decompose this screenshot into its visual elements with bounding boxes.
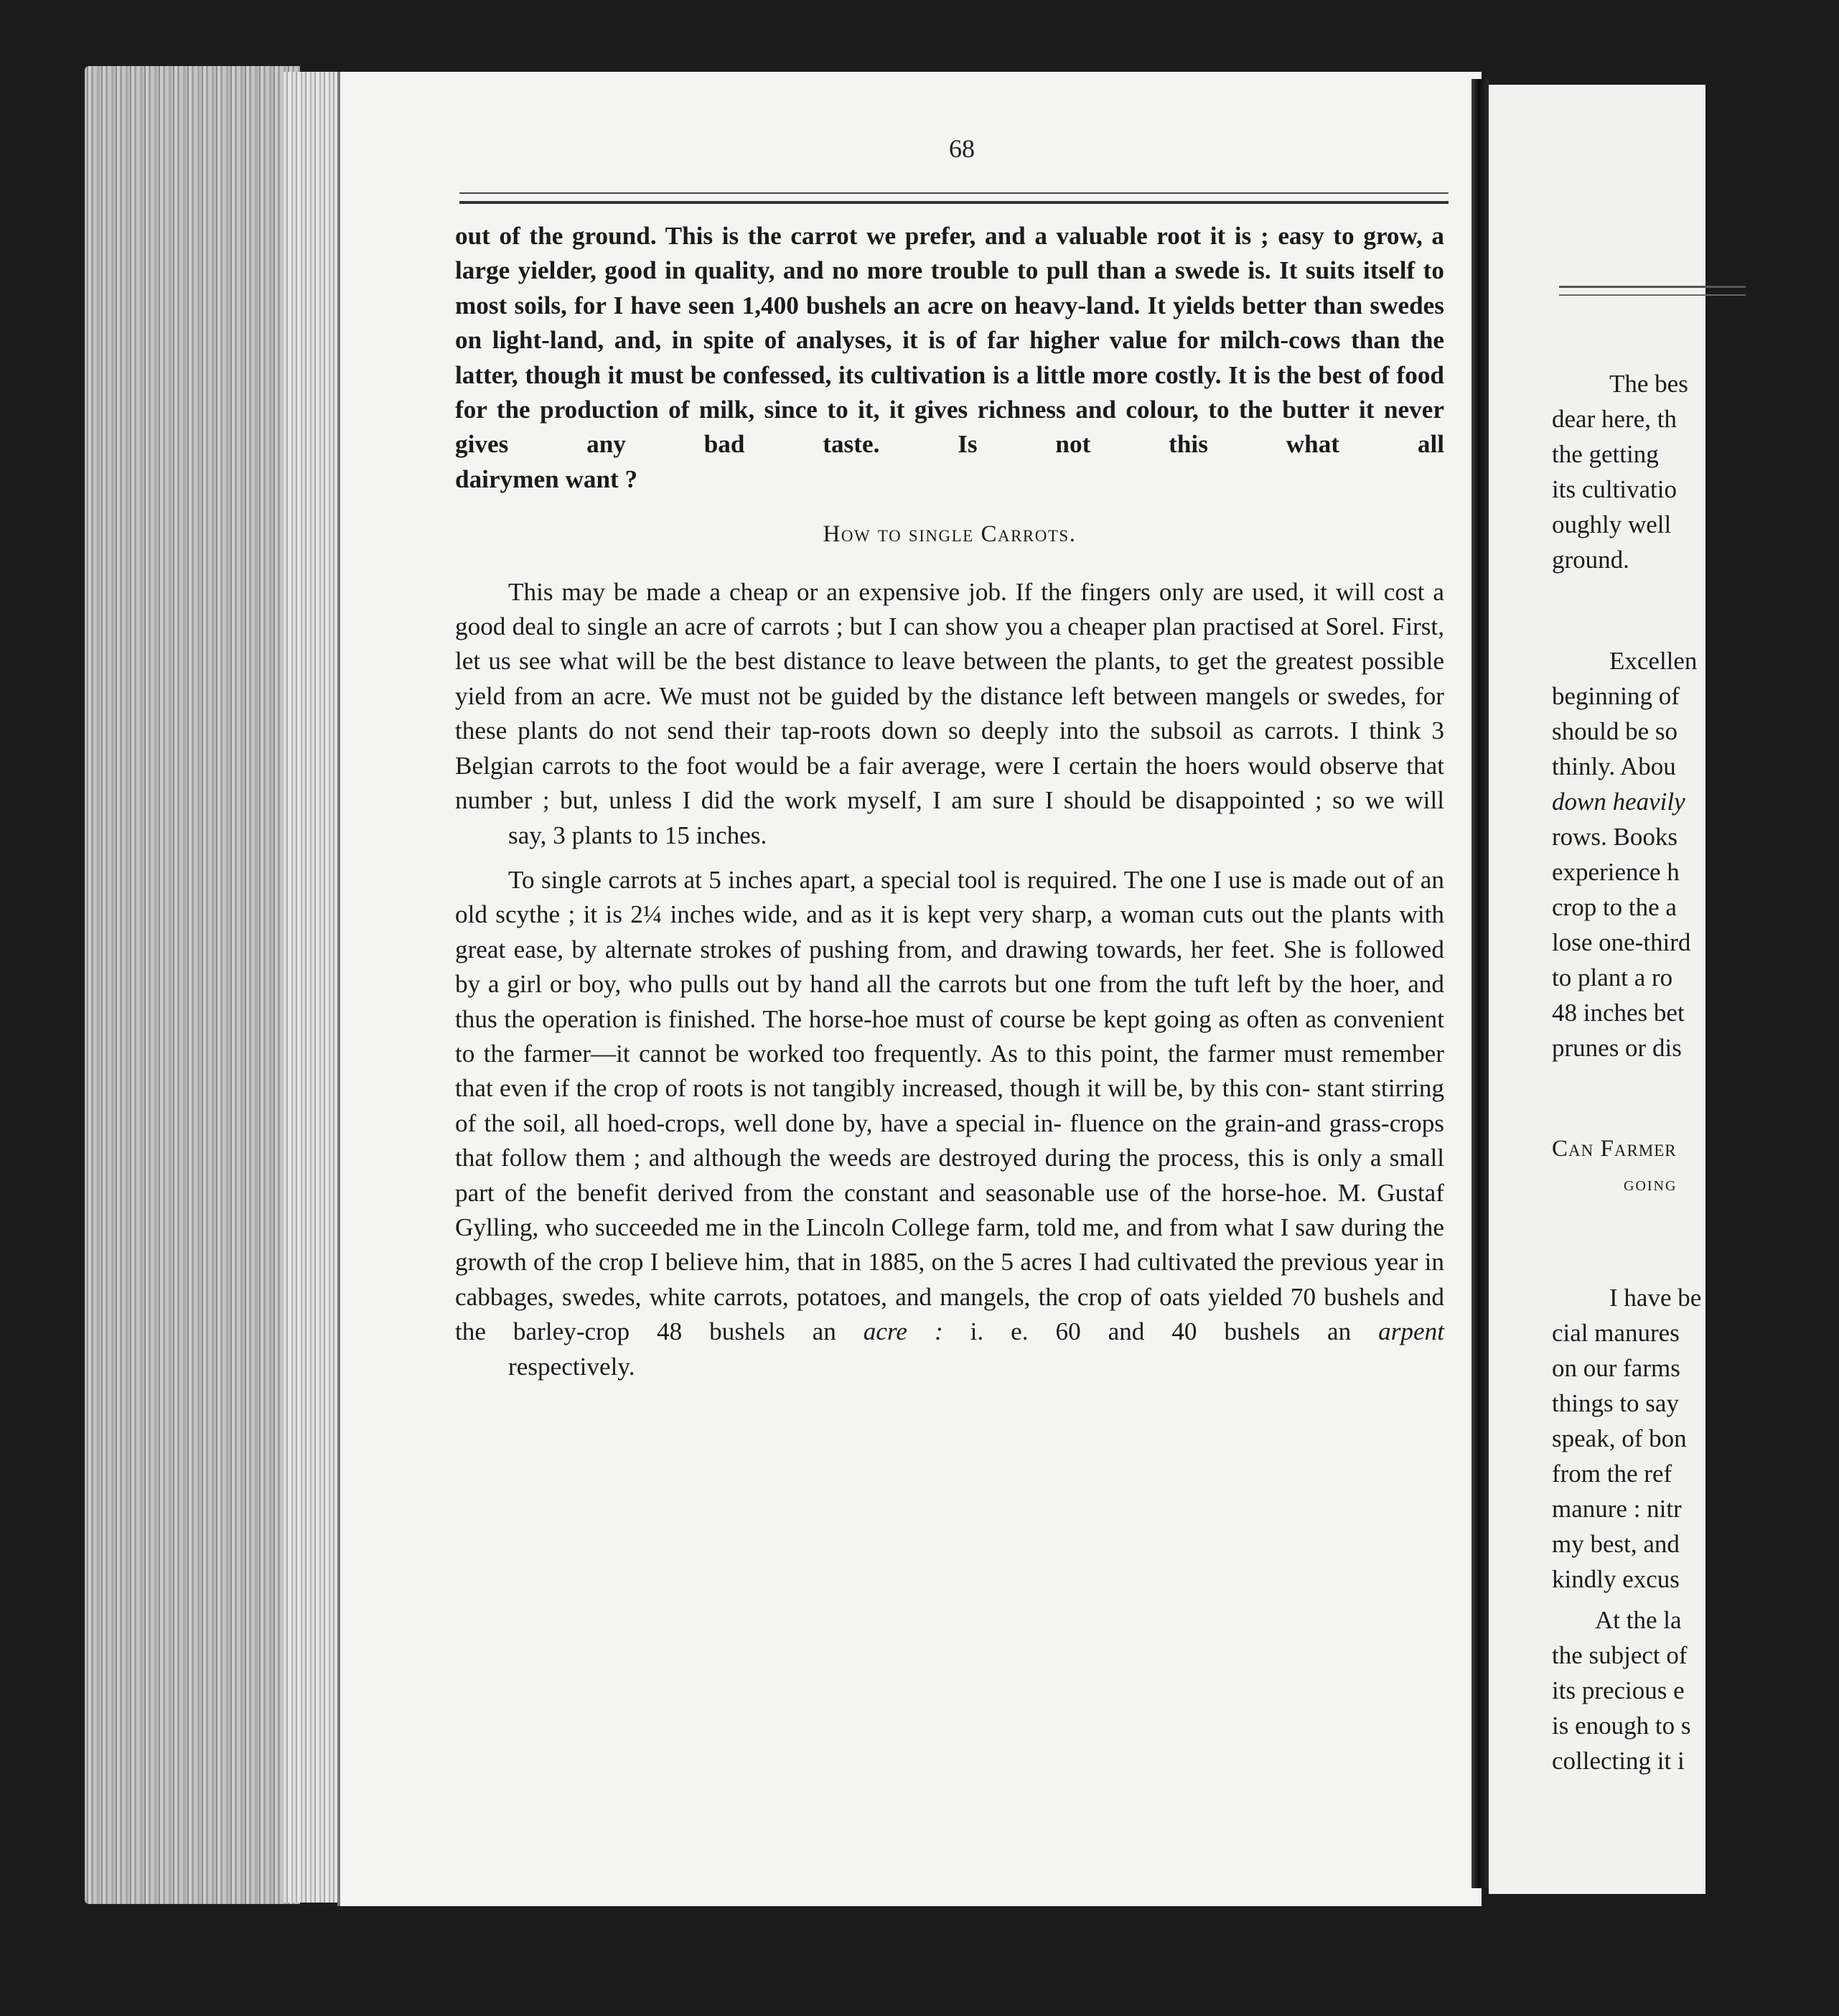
right-page: [1489, 85, 1769, 1894]
page-edges: [85, 66, 300, 1904]
right-page-text: [1552, 366, 1839, 1778]
right-header-rule: [1559, 286, 1746, 288]
paragraph-intro: out of the ground. This is the carrot we prefer, and a valuable root it is ; easy to grow, a large yielder, good in quality, and no more trouble to pull than a swede is. It suits itself to most soils, for I have seen 1,400 bushels an acre on heavy-land. It yields better than swedes on light-land, and, in spite of analyses, it is of far higher value for milch-cows than the latter, though it must be confessed, its cultivation is a little more costly. It is the best of food for the production of milk, since to it, it gives richness and colour, to the butter it never gives any bad taste. Is not this what all dairymen want ?: [455, 222, 1445, 493]
right-block-4: At the la the subject of its precious e is enough to s collecting it i: [1552, 1606, 1691, 1775]
page-number: 68: [949, 134, 975, 163]
paragraph-3: To single carrots at 5 inches apart, a special tool is required. The one I use is made out of an old scythe ; it is 2¼ inches wide, and as it is kept very sharp, a woman cuts out the plants with great ease, by alternate strokes of pushing from, and drawing towards, her feet. She is followed by a girl or boy, who pulls out by hand all the carrots but one from the tuft left by the hoer, and thus the operation is finished. The horse-hoe must of course be kept going as often as convenient to the farmer—it cannot be worked too frequently. As to this point, the farmer must remember that even if the crop of roots is not tangibly increased, though it will be, by this con- stant stirring of the soil, all hoed-crops, well done by, have a special in- fluence on the grain-and grass-crops that follow them ; and although the weeds are destroyed during the process, this is only a small part of the benefit derived from the constant and seasonable use of the horse-hoe. M. Gustaf Gylling, who succeeded me in the Lincoln College farm, told me, and from what I saw during the growth of the crop I believe him, that in 1885, on the 5 acres I had cultivated the previous year in cabbages, swedes, white carrots, potatoes, and mangels, the crop of oats yielded 70 bushels and the barley-crop 48 bushels an acre : i. e. 60 and 40 bushels an arpent respectively.: [455, 865, 1445, 1381]
header-rule: [459, 192, 1449, 194]
book-spine: [1471, 79, 1489, 1888]
right-block-3: I have be cial manures on our farms things to say speak, of bon from the ref manure : nitr my best, and kindly excus: [1552, 1284, 1702, 1593]
right-header-rule-2: [1559, 294, 1746, 296]
section-heading: How to single Carrots.: [823, 521, 1077, 548]
right-block-1: The bes dear here, th the getting its cultivatio oughly well ground.: [1552, 370, 1688, 574]
right-block-2: Excellen beginning of should be so thinly. Abou down heavily rows. Books experience h crop to the a lose one-third to plant a ro 48 inches bet prunes or dis: [1552, 647, 1698, 1062]
right-heading: Can Farmer going -I: [1552, 1136, 1769, 1231]
body-text: [455, 219, 1444, 1384]
paragraph-2: This may be made a cheap or an expensive job. If the fingers only are used, it will cost a good deal to single an acre of carrots ; but I can show you a cheaper plan practised at Sorel. First, let us see what will be the best distance to leave between the plants, to get the greatest possible yield from an acre. We must not be guided by the distance left between mangels or swedes, for these plants do not send their tap-roots down so deeply into the subsoil as carrots. I think 3 Belgian carrots to the foot would be a fair average, were I certain the hoers would observe that number ; but, unless I did the work myself, I am sure I should be disappointed ; so we will say, 3 plants to 15 inches.: [455, 577, 1445, 849]
header-rule-double: [459, 201, 1449, 204]
scan-background: [0, 1910, 1705, 2016]
